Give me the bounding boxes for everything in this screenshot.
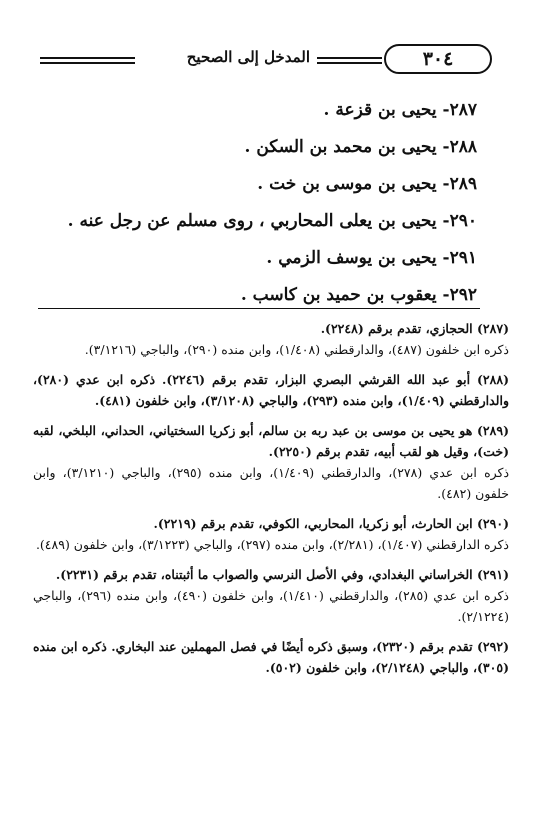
footnote-lead: (٢٩٢) تقدم برقم (٢٣٢٠)، وسبق ذكره أيضًا في فصل المهملين عند البخاري. ذكره ابن منده (٣٠٥)، والباجي (٢/١٢٤٨)، وابن خلفون (٥٠٢).	[33, 639, 509, 675]
list-item: ٢٩١- يحيى بن يوسف الزمي .	[266, 248, 477, 268]
footnote-body: ذكره ابن خلفون (٤٨٧)، والدارقطني (١/٤٠٨)، وابن منده (٢٩٠)، والباجي (٣/١٢١٦).	[84, 342, 509, 357]
entry-list	[57, 92, 477, 314]
page-number: ٣٠٤	[384, 44, 492, 74]
footnote	[33, 318, 509, 360]
footnote	[33, 369, 509, 411]
footnote-body: ذكره ابن عدي (٢٨٥)، والدارقطني (١/٤١٠)، وابن خلفون (٤٩٠)، وابن منده (٢٩٦)، والباجي (٢/١٢٢٤).	[33, 588, 509, 624]
footnote	[33, 636, 509, 678]
footnote-lead: (٢٩١) الخراساني البغدادي، وفي الأصل النرسي والصواب ما أثبتناه، تقدم برقم (٢٢٣١).	[55, 567, 509, 582]
footnote-lead: (٢٩٠) ابن الحارث، أبو زكريا، المحاربي، الكوفي، تقدم برقم (٢٢١٩).	[153, 516, 509, 531]
list-item: ٢٨٧- يحيى بن قزعة .	[323, 100, 477, 120]
footnote	[33, 564, 509, 627]
list-item: ٢٨٩- يحيى بن موسى بن خت .	[257, 174, 477, 194]
footnote	[33, 420, 509, 504]
footnote-body: ذكره ابن عدي (٢٧٨)، والدارقطني (١/٤٠٩)، وابن منده (٢٩٥)، والباجي (٣/١٢١٠)، وابن خلفون (٤٨٢).	[33, 465, 510, 501]
footnote-body: ذكره الدارقطني (١/٤٠٧)، (٢/٢٨١)، وابن منده (٢٩٧)، والباجي (٣/١٢٢٣)، وابن خلفون (٤٨٩).	[35, 537, 509, 552]
footnote-lead: (٢٨٧) الحجازي، تقدم برقم (٢٢٤٨).	[320, 321, 509, 336]
footnotes	[33, 318, 509, 687]
running-title: المدخل إلى الصحيح	[186, 48, 310, 66]
footnote-lead: (٢٨٩) هو يحيى بن موسى بن عبد ربه بن سالم، أبو زكريا السختياني، الحداني، البلخي، لقبه (خت)، وقيل هو لقب أبيه، تقدم برقم (٢٢٥٠).	[33, 423, 509, 459]
header-rule	[40, 57, 135, 59]
header-rule	[317, 57, 382, 59]
list-item: ٢٩٢- يعقوب بن حميد بن كاسب .	[240, 285, 477, 305]
footnote-lead: (٢٨٨) أبو عبد الله القرشي البصري البزار، تقدم برقم (٢٢٤٦). ذكره ابن عدي (٢٨٠)، والدارقطني (١/٤٠٩)، وابن منده (٢٩٣)، والباجي (٣/١٢٠٨)، وابن خلفون (٤٨١).	[33, 372, 509, 408]
page-header	[40, 44, 510, 78]
header-rule	[40, 62, 135, 64]
footnote	[33, 513, 509, 555]
list-item: ٢٨٨- يحيى بن محمد بن السكن .	[244, 137, 477, 157]
list-item: ٢٩٠- يحيى بن يعلى المحاربي ، روى مسلم عن رجل عنه .	[67, 211, 477, 231]
header-rule	[317, 62, 382, 64]
footnote-divider	[38, 308, 480, 309]
